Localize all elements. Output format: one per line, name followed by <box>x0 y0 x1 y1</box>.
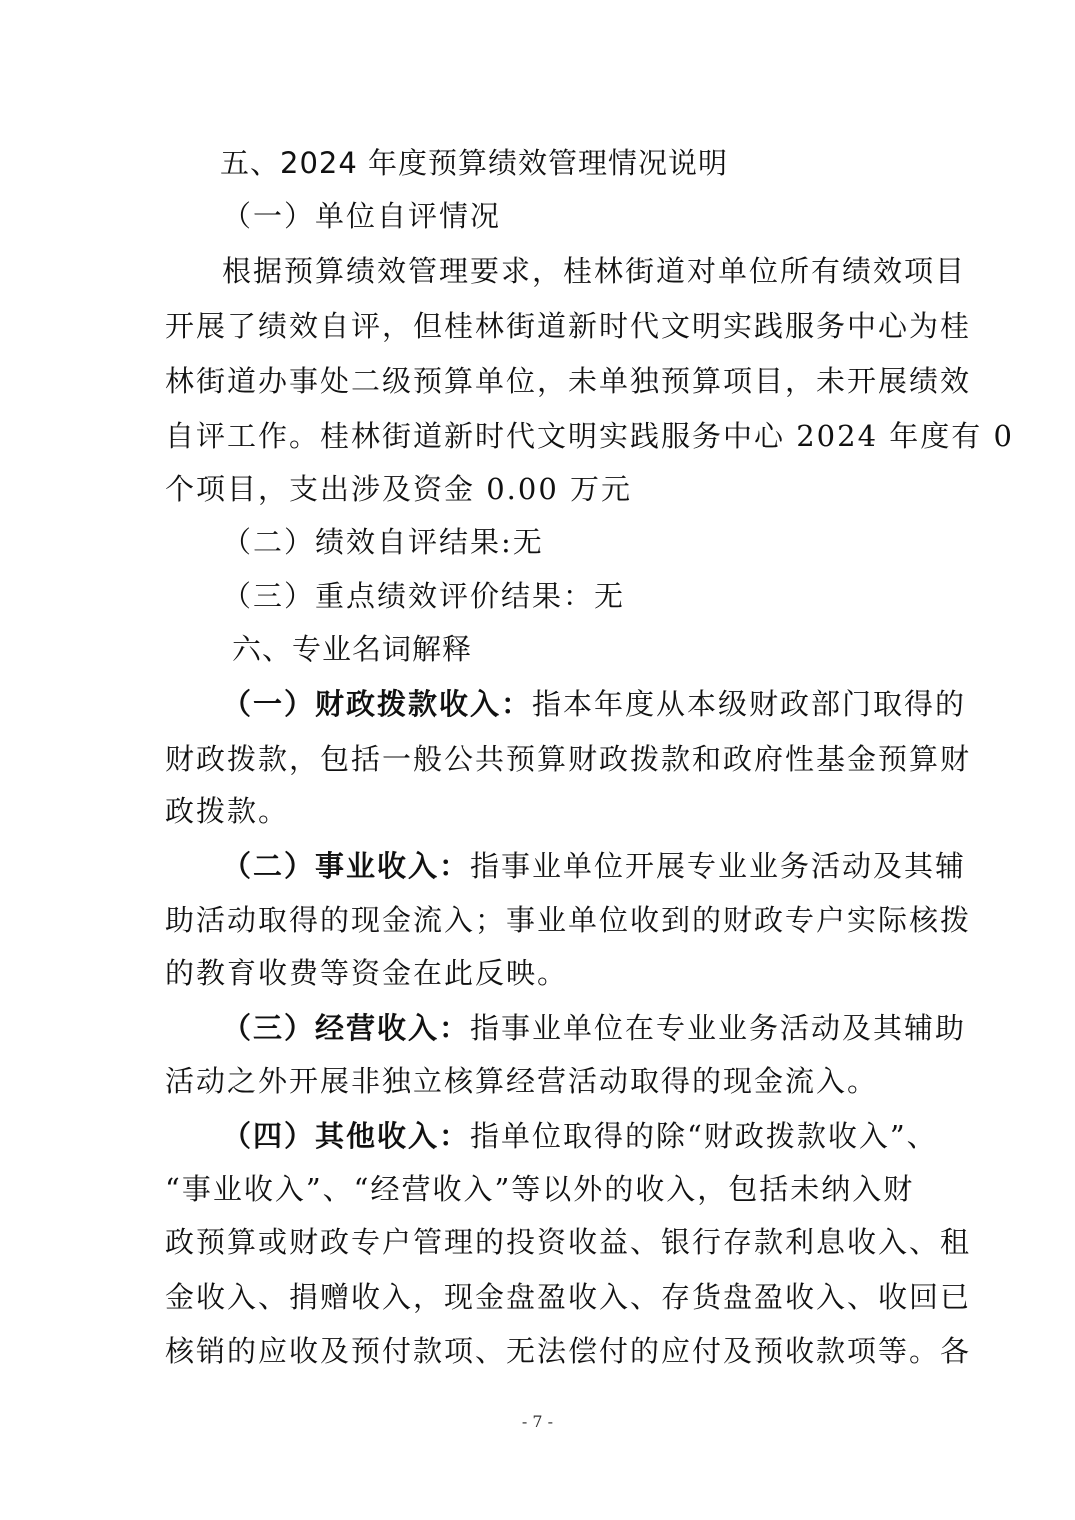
paragraph-line: 活动之外开展非独立核算经营活动取得的现金流入。 <box>165 1064 879 1098</box>
term-label: （一）财政拨款收入： <box>222 687 533 721</box>
paragraph-line: 政拨款。 <box>165 794 290 828</box>
term-label: （四）其他收入： <box>222 1119 471 1153</box>
term-definition: 指本年度从本级财政部门取得的 <box>532 687 967 721</box>
paragraph-line: 开展了绩效自评，但桂林街道新时代文明实践服务中心为桂 <box>165 309 972 343</box>
paragraph-line: 金收入、捐赠收入，现金盘盈收入、存货盘盈收入、收回已 <box>165 1280 972 1314</box>
paragraph-line: 核销的应收及预付款项、无法偿付的应付及预收款项等。各 <box>165 1334 972 1368</box>
term-business-income <box>222 846 966 886</box>
paragraph-line: 助活动取得的现金流入；事业单位收到的财政专户实际核拨 <box>165 903 972 937</box>
section-heading-budget-performance: 五、2024 年度预算绩效管理情况说明 <box>220 146 729 180</box>
term-label: （二）事业收入： <box>222 849 471 883</box>
page-number: - 7 - <box>521 1412 554 1431</box>
subheading-self-evaluation: （一）单位自评情况 <box>222 199 502 233</box>
term-label: （三）经营收入： <box>222 1011 471 1045</box>
term-fiscal-appropriation <box>222 684 966 724</box>
paragraph-line: 的教育收费等资金在此反映。 <box>165 956 569 990</box>
paragraph-line: 个项目，支出涉及资金 0.00 万元 <box>165 472 633 506</box>
subheading-key-evaluation-result: （三）重点绩效评价结果：无 <box>222 579 626 613</box>
paragraph-line: 自评工作。桂林街道新时代文明实践服务中心 2024 年度有 0 <box>165 419 1014 453</box>
paragraph-line: 根据预算绩效管理要求，桂林街道对单位所有绩效项目 <box>222 254 967 288</box>
term-definition: 指事业单位开展专业业务活动及其辅 <box>470 849 967 883</box>
section-heading-terms: 六、专业名词解释 <box>232 632 473 666</box>
paragraph-line: 林街道办事处二级预算单位，未单独预算项目，未开展绩效 <box>165 364 972 398</box>
term-definition: 指事业单位在专业业务活动及其辅助 <box>470 1011 967 1045</box>
term-other-income <box>222 1116 938 1156</box>
term-definition: 指单位取得的除“财政拨款收入”、 <box>470 1119 938 1153</box>
paragraph-line: 财政拨款，包括一般公共预算财政拨款和政府性基金预算财 <box>165 742 972 776</box>
paragraph-line: “事业收入”、“经营收入”等以外的收入，包括未纳入财 <box>165 1172 915 1206</box>
subheading-self-evaluation-result: （二）绩效自评结果:无 <box>222 525 544 559</box>
term-operating-income <box>222 1008 966 1048</box>
paragraph-line: 政预算或财政专户管理的投资收益、银行存款利息收入、租 <box>165 1225 972 1259</box>
